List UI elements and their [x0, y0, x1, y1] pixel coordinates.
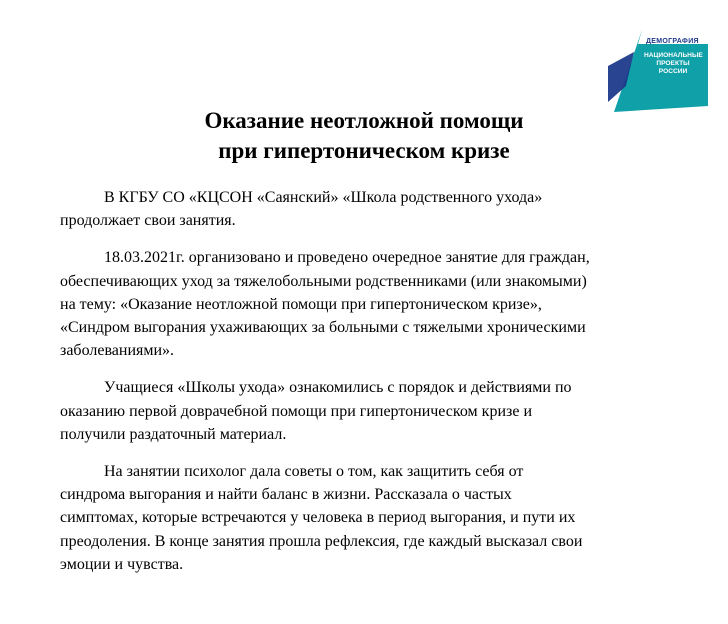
text-line: преодоления. В конце занятия прошла рефлексия, где каждый высказал свои [60, 532, 583, 550]
text-line: эмоции и чувства. [60, 555, 184, 573]
national-projects-logo [608, 30, 708, 112]
paragraph-event [60, 246, 700, 362]
text-line: 18.03.2021г. организовано и проведено очередное занятие для граждан, [104, 249, 590, 267]
title-line-2: при гипертоническом кризе [218, 138, 510, 163]
text-line: оказанию первой доврачебной помощи при гипертоническом кризе и [60, 402, 532, 420]
logo-text [644, 52, 702, 76]
text-line: на тему: «Оказание неотложной помощи при гипертоническом кризе», [60, 295, 542, 313]
paragraph-psychologist [60, 460, 700, 576]
text-line: В КГБУ СО «КЦСОН «Саянский» «Школа родственного ухода» [104, 189, 543, 206]
text-line: На занятии психолог дала советы о том, как защитить себя от [104, 463, 524, 481]
text-line: симптомах, которые встречаются у человека в период выгорания, и пути их [60, 509, 576, 527]
page-title [0, 106, 728, 166]
paragraph-intro [60, 186, 700, 232]
logo-line: ПРОЕКТЫ [656, 60, 690, 67]
title-line-1: Оказание неотложной помощи [204, 108, 524, 133]
article-body [60, 186, 700, 590]
logo-line: НАЦИОНАЛЬНЫЕ [644, 52, 703, 59]
text-line: обеспечивающих уход за тяжелобольными родственниками (или знакомыми) [60, 272, 587, 290]
logo-top-label: ДЕМОГРАФИЯ [646, 38, 699, 45]
logo-line: РОССИИ [658, 68, 688, 75]
text-line: синдрома выгорания и найти баланс в жизни. Рассказала о частых [60, 486, 512, 504]
text-line: продолжает свои занятия. [60, 212, 236, 230]
text-line: заболеваниями». [60, 342, 175, 360]
paragraph-students [60, 376, 700, 446]
text-line: Учащиеся «Школы ухода» ознакомились с порядок и действиями по [104, 379, 572, 397]
text-line: «Синдром выгорания ухаживающих за больными с тяжелыми хроническими [60, 319, 586, 337]
text-line: получили раздаточный материал. [60, 425, 287, 443]
